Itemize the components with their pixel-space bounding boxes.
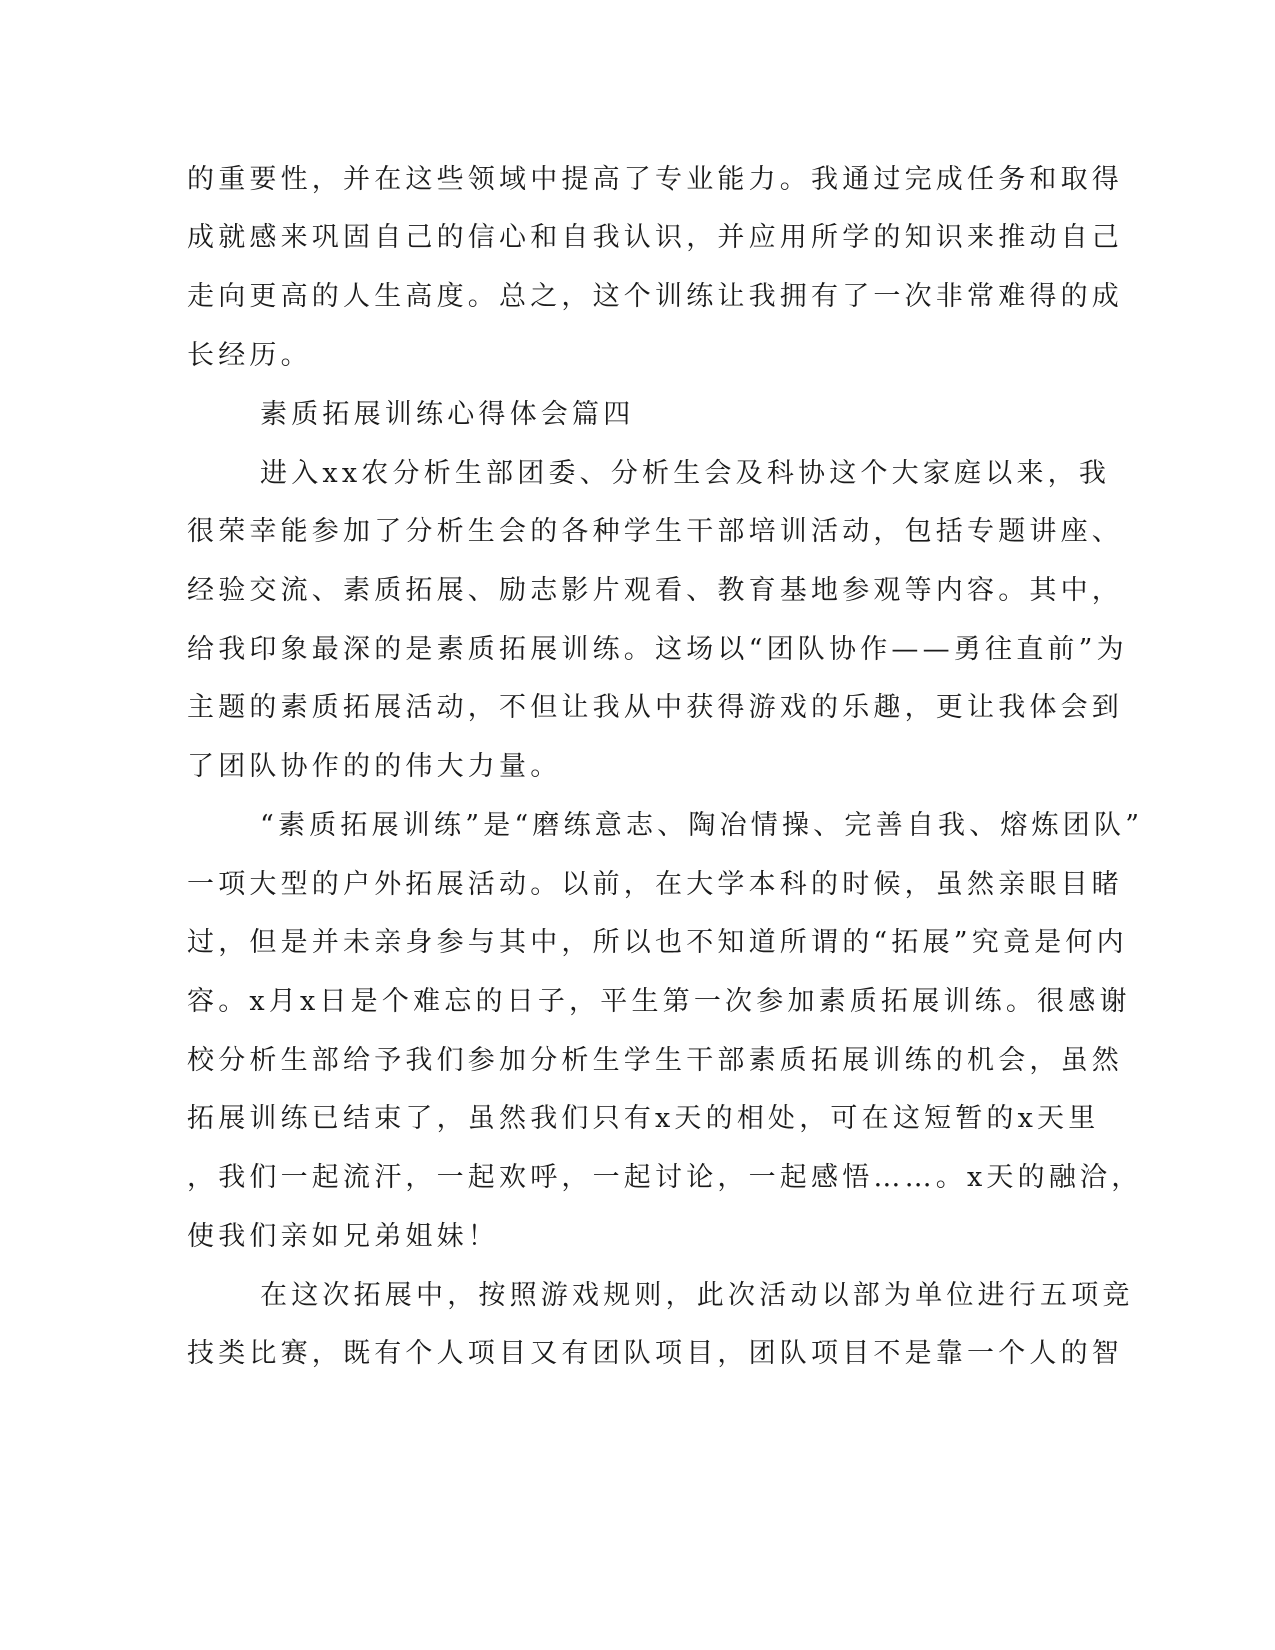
paragraph-line: 一项大型的户外拓展活动。以前，在大学本科的时候，虽然亲眼目睹 <box>187 869 1123 900</box>
paragraph-line: 进入xx农分析生部团委、分析生会及科协这个大家庭以来，我 <box>260 458 1111 489</box>
paragraph-line: 在这次拓展中，按照游戏规则，此次活动以部为单位进行五项竞 <box>260 1280 1134 1311</box>
paragraph-line: 校分析生部给予我们参加分析生学生干部素质拓展训练的机会，虽然 <box>187 1045 1123 1076</box>
paragraph-line: 走向更高的人生高度。总之，这个训练让我拥有了一次非常难得的成 <box>187 281 1123 312</box>
paragraph-line: “素质拓展训练”是“磨练意志、陶冶情操、完善自我、熔炼团队” <box>260 810 1144 841</box>
paragraph-line: 主题的素质拓展活动，不但让我从中获得游戏的乐趣，更让我体会到 <box>187 692 1123 723</box>
paragraph-line: 技类比赛，既有个人项目又有团队项目，团队项目不是靠一个人的智 <box>187 1338 1123 1369</box>
paragraph-line: 拓展训练已结束了，虽然我们只有x天的相处，可在这短暂的x天里 <box>187 1103 1100 1134</box>
paragraph-line: 过，但是并未亲身参与其中，所以也不知道所谓的“拓展”究竟是何内 <box>187 927 1128 958</box>
paragraph-line: ，我们一起流汗，一起欢呼，一起讨论，一起感悟……。x天的融洽， <box>187 1162 1143 1193</box>
paragraph-line: 使我们亲如兄弟姐妹！ <box>187 1221 499 1252</box>
paragraph-line: 成就感来巩固自己的信心和自我认识，并应用所学的知识来推动自己 <box>187 222 1123 253</box>
section-heading: 素质拓展训练心得体会篇四 <box>260 399 635 430</box>
paragraph-line: 的重要性，并在这些领域中提高了专业能力。我通过完成任务和取得 <box>187 164 1123 195</box>
paragraph-line: 很荣幸能参加了分析生会的各种学生干部培训活动，包括专题讲座、 <box>187 516 1123 547</box>
paragraph-line: 长经历。 <box>187 340 312 371</box>
paragraph-line: 了团队协作的的伟大力量。 <box>187 751 562 782</box>
paragraph-line: 给我印象最深的是素质拓展训练。这场以“团队协作——勇往直前”为 <box>187 634 1128 665</box>
paragraph-line: 经验交流、素质拓展、励志影片观看、教育基地参观等内容。其中， <box>187 575 1123 606</box>
paragraph-line: 容。x月x日是个难忘的日子，平生第一次参加素质拓展训练。很感谢 <box>187 986 1131 1017</box>
